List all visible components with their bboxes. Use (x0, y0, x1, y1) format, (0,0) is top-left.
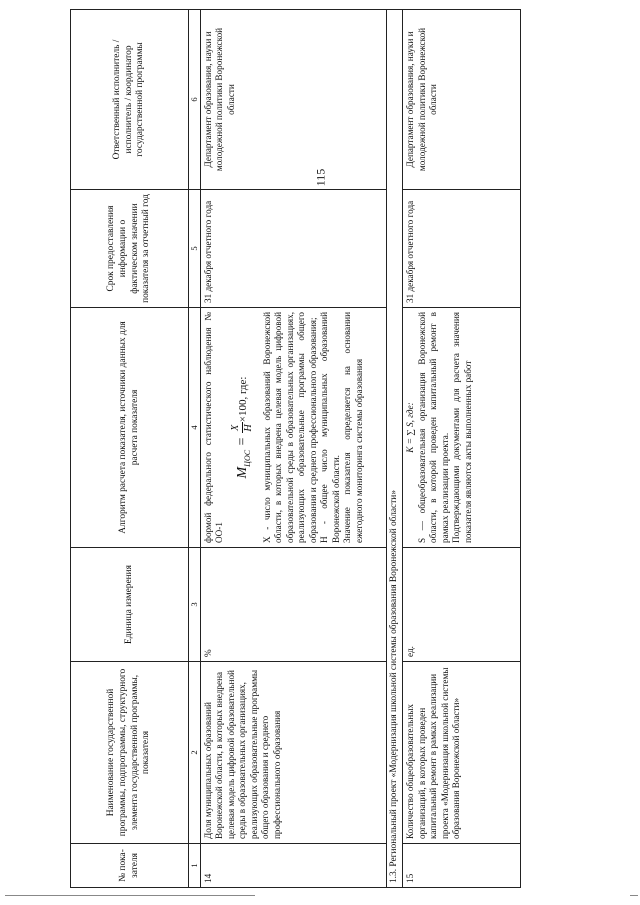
section-title: 1.3. Региональный проект «Модернизация школьной системы образования Воронежской области» (386, 10, 403, 888)
indicator-number: 15 (403, 844, 521, 888)
table-header-row (71, 10, 189, 888)
column-number: 1 (189, 844, 201, 888)
indicator-number: 14 (200, 844, 386, 888)
header-cell: № пока-зателя (71, 844, 189, 888)
indicator-unit: ед. (403, 548, 521, 662)
section-row (386, 10, 403, 888)
header-cell: Ответственный исполнитель / исполнитель / координатор государственной программы (71, 10, 189, 190)
formula: K = ∑ S, где: (405, 402, 416, 453)
column-number: 5 (189, 190, 201, 308)
column-number: 3 (189, 548, 201, 662)
algorithm-source: формой федерального статистического наблюдения № ОО-1 (202, 312, 225, 543)
page-number: 115 (313, 168, 328, 187)
rotated-table-container (70, 10, 605, 888)
column-number: 2 (189, 662, 201, 844)
header-cell: Срок предоставления информации о фактическом значении показателя за отчетный год (71, 190, 189, 308)
indicator-unit: % (200, 548, 386, 662)
table-row (200, 10, 386, 888)
scan-edge-line (5, 895, 255, 896)
indicator-name: Количество общеобразовательных организаций, в которых проведен капитальный ремонт в рамках реализации проекта «Модернизация школьной системы образования Воронежской области» (403, 662, 521, 844)
algorithm-note: Значение показателя определяется на основании ежегодного мониторинга системы образования (342, 312, 364, 543)
column-number: 6 (189, 10, 201, 190)
indicator-deadline: 31 декабря отчетного года (200, 190, 386, 308)
indicator-algorithm (200, 308, 386, 548)
header-cell: Алгоритм расчета показателя, источники данных для расчета показателя (71, 308, 189, 548)
indicator-deadline: 31 декабря отчетного года (403, 190, 521, 308)
indicator-algorithm (403, 308, 521, 548)
indicator-name: Доля муниципальных образований Воронежской области, в которых внедрена целевая модель цифровой образовательной среды в образовательных организациях, реализующих образовательные программы общего образования и среднего профессионального образования (200, 662, 386, 844)
indicators-table (70, 9, 521, 888)
column-number: 4 (189, 308, 201, 548)
algorithm-docs: Подтверждающими документами для расчета значения показателя являются акты выполненных работ (451, 312, 473, 543)
indicator-responsible: Департамент образования, науки и молодежной политики Воронежской области (403, 10, 521, 190)
table-row (403, 10, 521, 888)
algorithm-x: X - число муниципальных образований Воронежской области, в которых внедрена целевая модель цифровой образовательной среды в образовательных организациях, реализующих образовательные программы общего образования и среднего профессионального образования; (261, 312, 318, 543)
formula: $M_{ЦОС}$ = X H ×100, где: (229, 376, 255, 479)
column-number-row (189, 10, 201, 888)
scan-edge-line (630, 895, 638, 896)
header-cell: Единица измерения (71, 548, 189, 662)
algorithm-h: H - общее число муниципальных образований Воронежской области. (319, 312, 341, 543)
header-cell: Наименование государственной программы, подпрограммы, структурного элемента государственной программы, показателя (71, 662, 189, 844)
algorithm-s: S — общеобразовательная организация Воронежской области, в которой проведен капитальный ремонт в рамках реализации проекта. (416, 312, 450, 543)
indicator-responsible: Департамент образования, науки и молодежной политики Воронежской области (200, 10, 386, 190)
